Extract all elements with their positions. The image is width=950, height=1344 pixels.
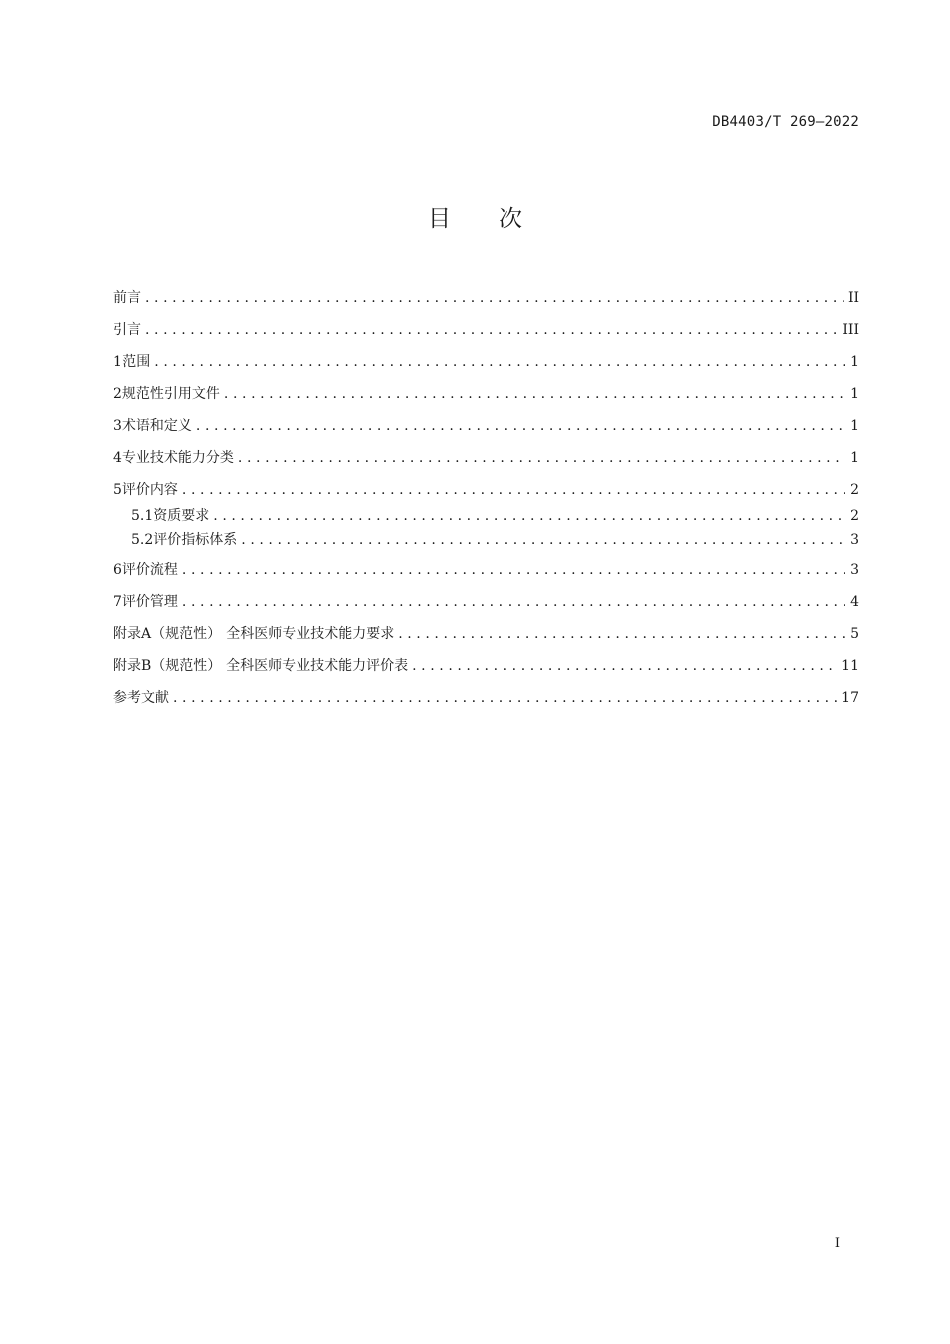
- toc-entry-label: 全科医师专业技术能力要求: [226, 626, 395, 642]
- toc-leader-dots: [241, 528, 845, 552]
- toc-entry-number: 5.1: [131, 508, 154, 524]
- toc-leader-dots: [154, 350, 845, 374]
- toc-entry-normative-references[interactable]: [113, 382, 859, 406]
- toc-page-number: 3: [850, 562, 859, 578]
- toc-leader-dots: [173, 686, 837, 710]
- toc-entry-number: 1: [113, 354, 122, 370]
- toc-entry-number: 7: [113, 594, 122, 610]
- toc-entry-label: 规范性引用文件: [121, 386, 220, 402]
- toc-title-char: 次: [499, 206, 522, 232]
- toc-entry-number: 4: [113, 450, 122, 466]
- toc-entry-number: 6: [113, 562, 122, 578]
- toc-leader-dots: [182, 558, 845, 582]
- toc-page-number: II: [847, 290, 859, 306]
- toc-entry-appendix-a[interactable]: [113, 622, 859, 646]
- document-code: DB4403/T 269—2022: [712, 114, 859, 130]
- toc-page-number: III: [842, 322, 859, 338]
- toc-entry-label: 资质要求: [153, 508, 210, 524]
- toc-entry-indicator-system[interactable]: [131, 528, 859, 552]
- toc-entry-number: 3: [113, 418, 122, 434]
- toc-page-number: 2: [850, 482, 859, 498]
- toc-leader-dots: [182, 478, 845, 502]
- toc-entry-classification[interactable]: [113, 446, 859, 470]
- toc-entry-label: 范围: [122, 354, 151, 370]
- toc-entry-evaluation-content[interactable]: [113, 478, 859, 502]
- toc-entry-terms-definitions[interactable]: [113, 414, 859, 438]
- toc-leader-dots: [213, 504, 845, 528]
- toc-page-number: 11: [841, 658, 859, 674]
- toc-entry-foreword[interactable]: [113, 286, 859, 310]
- toc-entry-label: 评价流程: [121, 562, 178, 578]
- toc-entry-label: 全科医师专业技术能力评价表: [226, 658, 409, 674]
- toc-page-number: 3: [850, 532, 859, 548]
- toc-page-number: 1: [850, 418, 859, 434]
- toc-page-number: 4: [850, 594, 859, 610]
- toc-title-char: 目: [428, 206, 451, 232]
- toc-entry-label: 参考文献: [113, 690, 169, 706]
- toc-appendix-prefix: 附录A（规范性）: [113, 626, 222, 642]
- toc-entry-evaluation-process[interactable]: [113, 558, 859, 582]
- toc-entry-scope[interactable]: [113, 350, 859, 374]
- toc-page-number: 1: [850, 354, 859, 370]
- toc-appendix-prefix: 附录B（规范性）: [113, 658, 222, 674]
- toc-entry-qualification[interactable]: [131, 504, 859, 528]
- toc-entry-label: 引言: [113, 322, 141, 338]
- toc-leader-dots: [412, 654, 837, 678]
- toc-page-number: 17: [841, 690, 859, 706]
- toc-title: [0, 200, 950, 233]
- toc-leader-dots: [145, 318, 838, 342]
- toc-entry-appendix-b[interactable]: [113, 654, 859, 678]
- toc-page-number: 1: [850, 386, 859, 402]
- toc-page-number: 1: [850, 450, 859, 466]
- toc-entry-evaluation-management[interactable]: [113, 590, 859, 614]
- toc-entry-label: 评价管理: [121, 594, 178, 610]
- toc-leader-dots: [224, 382, 845, 406]
- toc-leader-dots: [398, 622, 845, 646]
- toc-entry-label: 评价内容: [121, 482, 178, 498]
- toc-entry-number: 2: [113, 386, 122, 402]
- toc-leader-dots: [238, 446, 845, 470]
- toc-entry-label: 专业技术能力分类: [121, 450, 234, 466]
- toc-entry-bibliography[interactable]: [113, 686, 859, 710]
- toc-entry-number: 5: [113, 482, 122, 498]
- toc-leader-dots: [196, 414, 845, 438]
- toc-entry-number: 5.2: [131, 532, 154, 548]
- toc-entry-introduction[interactable]: [113, 318, 859, 342]
- toc-entry-label: 评价指标体系: [153, 532, 238, 548]
- page-number: I: [834, 1236, 840, 1251]
- toc-page-number: 5: [850, 626, 859, 642]
- toc-entry-label: 前言: [113, 290, 141, 306]
- toc-leader-dots: [182, 590, 845, 614]
- toc-entry-label: 术语和定义: [121, 418, 192, 434]
- toc-leader-dots: [145, 286, 844, 310]
- toc-page-number: 2: [850, 508, 859, 524]
